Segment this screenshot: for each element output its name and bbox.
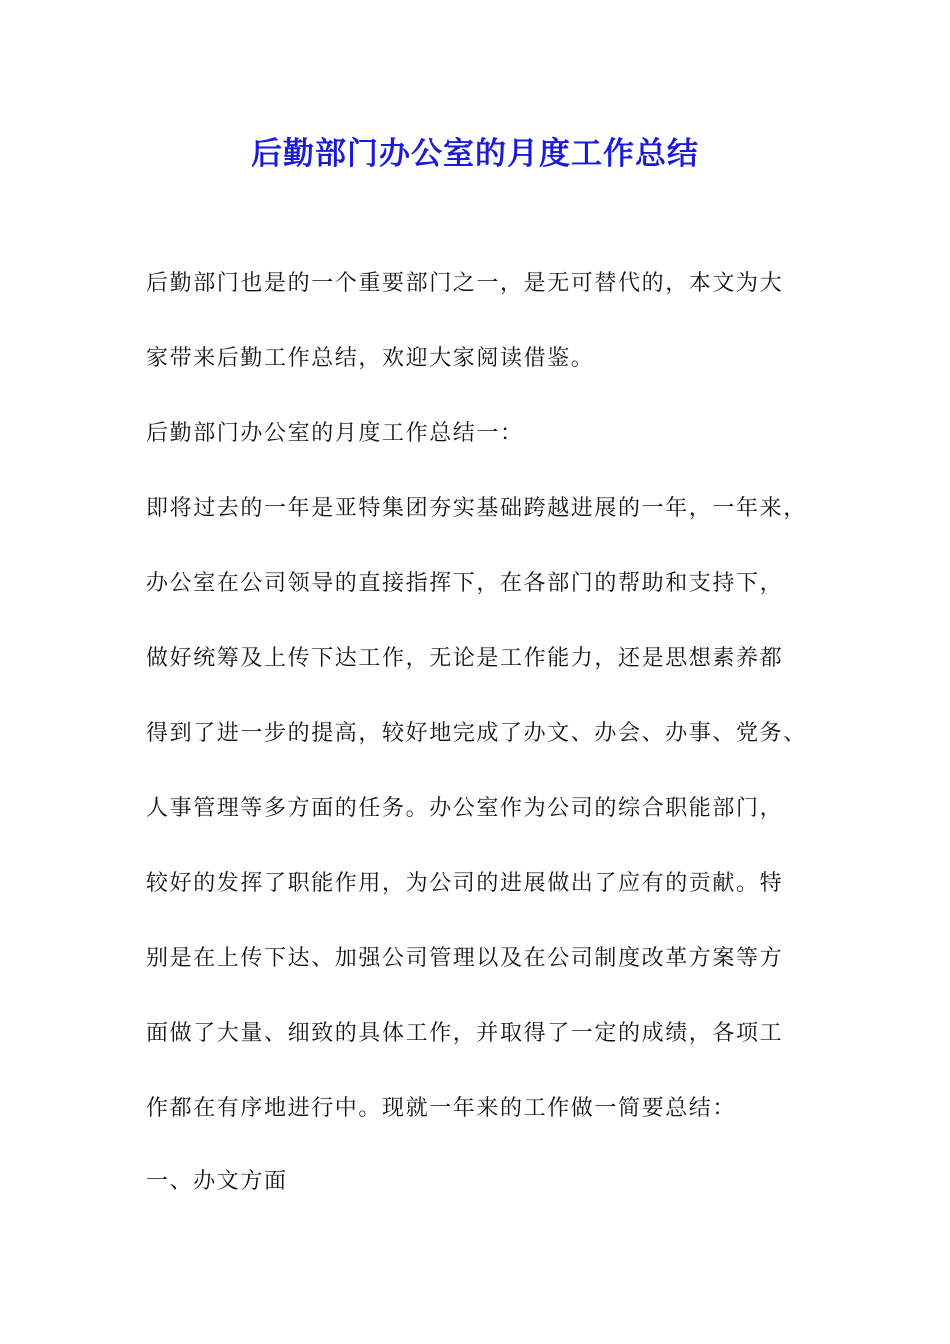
paragraph-line: 做好统筹及上传下达工作，无论是工作能力，还是思想素养都 (146, 646, 784, 671)
section-heading: 后勤部门办公室的月度工作总结一： (146, 421, 524, 446)
paragraph-line: 人事管理等多方面的任务。办公室作为公司的综合职能部门， (146, 796, 784, 821)
section-heading: 一、办文方面 (146, 1169, 288, 1194)
document-title: 后勤部门办公室的月度工作总结 (251, 136, 699, 172)
paragraph-line: 别是在上传下达、加强公司管理以及在公司制度改革方案等方 (146, 946, 784, 971)
paragraph-line: 后勤部门也是的一个重要部门之一，是无可替代的，本文为大 (146, 271, 784, 296)
paragraph-line: 得到了进一步的提高，较好地完成了办文、办会、办事、党务、 (146, 721, 807, 746)
paragraph-line: 面做了大量、细致的具体工作，并取得了一定的成绩，各项工 (146, 1021, 784, 1046)
paragraph-line: 办公室在公司领导的直接指挥下，在各部门的帮助和支持下， (146, 571, 784, 596)
paragraph-line: 较好的发挥了职能作用，为公司的进展做出了应有的贡献。特 (146, 871, 784, 896)
paragraph-line: 即将过去的一年是亚特集团夯实基础跨越进展的一年，一年来， (146, 496, 807, 521)
paragraph-line: 作都在有序地进行中。现就一年来的工作做一简要总结： (146, 1096, 737, 1121)
paragraph-line: 家带来后勤工作总结，欢迎大家阅读借鉴。 (146, 346, 595, 371)
